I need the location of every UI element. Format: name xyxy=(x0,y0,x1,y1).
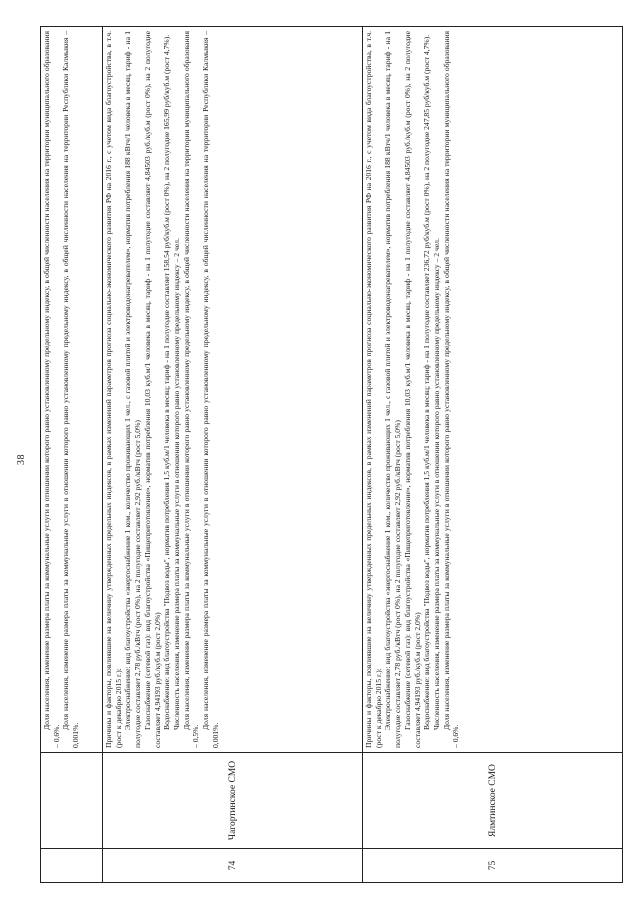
paragraph: Доля населения, изменение размера платы за коммунальные услуги в отношении которого равно установленному предельному индексу, в общей численности населения на территории Республики Калмыкия – 0,001%. xyxy=(61,31,81,748)
row-number-cell: 74 xyxy=(103,849,363,883)
paragraph: Доля населения, изменение размера платы за коммунальные услуги в отношении которого равно установленному предельному индексу, в общей численности населения на территории Республики Калмыкия – 0,001%. xyxy=(201,31,220,748)
row-number-cell: 75 xyxy=(363,849,623,883)
page-number: 38 xyxy=(16,454,27,465)
municipality-name-cell xyxy=(41,753,103,849)
paragraph: Причины и факторы, повлиявшие на величину утвержденных предельных индексов, в рамках изменений параметров прогноза социально-экономического развития РФ на 2016 г., с учетом вида благоустройства, в т.ч. (рост к декабрю 2015 г.): xyxy=(364,31,383,748)
paragraph: Электроснабжение: вид благоустройства «энергоснабжение 1 ком., количество проживающих 1 чел., с газовой плитой и электроводонагревателем», норматив потребления 188 кВтч/1 человека в месяц, тариф - на 1 полугодие составляет 2,78 руб./кВтч (рост 0%), на 2 полугодие составляет 2,92 руб./кВтч (рост 5,0%) xyxy=(123,31,143,748)
document-table xyxy=(40,26,623,883)
paragraph: Водоснабжение: вид благоустройства "Подвоз воды", норматив потребления 1,5 куб.м/1 человека в месяц; тариф - на 1 полугодие составляет 158,54 руб/куб.м (рост 0%), на 2 полугодие 165,99 руб/куб.м (рост 4,7%). xyxy=(162,34,172,730)
description-cell xyxy=(41,27,103,753)
description-cell xyxy=(103,27,363,753)
table-row xyxy=(41,27,103,883)
paragraph: Доля населения, изменение размера платы за коммунальные услуги в отношении которого равно установленному предельному индексу, в общей численности населения на территории муниципального образования – 0,5%. xyxy=(181,31,201,748)
municipality-name-cell: Чагортинское СМО xyxy=(103,753,363,849)
paragraph: Причины и факторы, повлиявшие на величину утвержденных предельных индексов, в рамках изменений параметров прогноза социально-экономического развития РФ на 2016 г., с учетом вида благоустройства, в т.ч. (рост к декабрю 2015 г.): xyxy=(104,31,123,748)
paragraph: Численность населения, изменение размера платы за коммунальные услуги в отношении которого равно установленному предельному индексу – 2 чел. xyxy=(431,238,441,730)
paragraph: Газоснабжение (сетевой газ): вид благоустройства «Пищеприготовление», норматив потребления 10,03 куб.м/1 человека в месяц, тариф - на 1 полугодие составляет 4,84503 руб./куб.м (рост 0%), на 2 полугодие составляет 4,94193 руб./куб.м (рост 2,0%) xyxy=(402,31,422,748)
paragraph: Электроснабжение: вид благоустройства «энергоснабжение 1 ком., количество проживающих 1 чел., с газовой плитой и электроводонагревателем», норматив потребления 188 кВтч/1 человека в месяц, тариф - на 1 полугодие составляет 2,78 руб./кВтч (рост 0%), на 2 полугодие составляет 2,92 руб./кВтч (рост 5,0%) xyxy=(383,31,403,748)
table-row xyxy=(103,27,363,883)
paragraph: Доля населения, изменение размера платы за коммунальные услуги в отношении которого равно установленному предельному индексу, в общей численности населения на территории муниципального образования – 0,6%. xyxy=(441,31,461,748)
municipality-name-cell: Ялмтинское СМО xyxy=(363,753,623,849)
row-number-cell xyxy=(41,849,103,883)
paragraph: Водоснабжение: вид благоустройства "Подвоз воды", норматив потребления 1,5 куб.м/1 человека в месяц; тариф - на 1 полугодие составляет 236,72 руб/куб.м (рост 0%), на 2 полугодие 247,85 руб/куб.м (рост 4,7%). xyxy=(422,34,432,730)
table-row xyxy=(363,27,623,883)
description-cell xyxy=(363,27,623,753)
paragraph: Численность населения, изменение размера платы за коммунальные услуги в отношении которого равно установленному предельному индексу – 2 чел. xyxy=(171,238,181,730)
paragraph: Газоснабжение (сетевой газ): вид благоустройства «Пищеприготовление», норматив потребления 10,03 куб.м/1 человека в месяц, тариф - на 1 полугодие составляет 4,84503 руб./куб.м (рост 0%), на 2 полугодие составляет 4,94193 руб./куб.м (рост 2,0%) xyxy=(142,31,162,748)
paragraph: Доля населения, изменение размера платы за коммунальные услуги в отношении которого равно установленному предельному индексу, в общей численности населения на территории муниципального образования – 0,6%. xyxy=(42,31,61,748)
